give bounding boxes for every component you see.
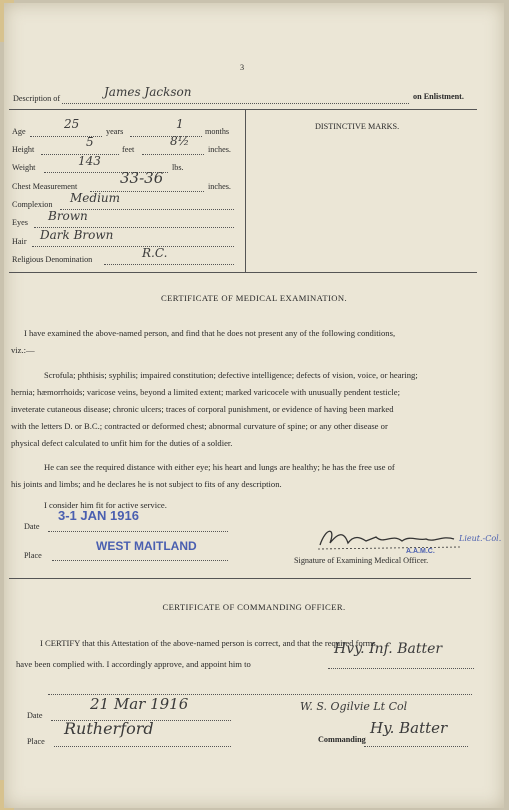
commanding-line-1: I CERTIFY that this Attestation of the above-named person is correct, and that the required forms	[40, 638, 376, 648]
commanding-unit: Hy. Batter	[370, 719, 448, 737]
chest-label: Chest Measurement	[12, 182, 78, 191]
hair-label: Hair	[12, 237, 27, 246]
distinctive-marks-label: DISTINCTIVE MARKS.	[315, 122, 400, 131]
medical-officer-signature	[314, 523, 464, 553]
chest-unit: inches.	[208, 182, 231, 191]
eyes-label: Eyes	[12, 218, 28, 227]
conditions-line-1: Scrofula; phthisis; syphilis; impaired constitution; defective intelligence; defects of vision, voice, or hearing;	[44, 370, 418, 380]
commanding-place-label: Place	[27, 737, 45, 746]
medical-heading: CERTIFICATE OF MEDICAL EXAMINATION.	[161, 293, 347, 303]
description-suffix: on Enlistment.	[413, 92, 464, 101]
religion-value: R.C.	[142, 246, 168, 260]
commanding-officer-signature: W. S. Ogilvie Lt Col	[300, 700, 408, 713]
age-label: Age	[12, 127, 26, 136]
height-inches: 8½	[170, 134, 190, 148]
conditions-line-4: with the letters D. or B.C.; contracted or deformed chest; abnormal curvature of spine; or any other disease or	[11, 421, 388, 431]
months-label: months	[205, 127, 230, 136]
age-years: 25	[64, 117, 80, 131]
medical-intro-line2: viz.:—	[11, 345, 35, 355]
description-label: Description of	[13, 94, 61, 103]
sight-line-2: his joints and limbs; and he declares he is not subject to fits of any description.	[11, 479, 282, 489]
chest-value: 33-36	[120, 169, 164, 187]
appointment-unit: Hvy. Inf. Batter	[334, 641, 443, 657]
column-divider	[245, 109, 246, 272]
medical-date-stamp: 3-1 JAN 1916	[58, 508, 139, 523]
commanding-unit-dots	[364, 737, 468, 747]
complexion-label: Complexion	[12, 200, 53, 209]
conditions-line-3: inveterate cutaneous disease; chronic ulcers; traces of corporal punishment, or evidence of having been marked	[11, 404, 394, 414]
commanding-place: Rutherford	[64, 719, 154, 738]
complexion-value: Medium	[70, 191, 121, 205]
commanding-heading: CERTIFICATE OF COMMANDING OFFICER.	[162, 602, 346, 612]
fit-line: I consider him fit for active service.	[44, 500, 167, 510]
medical-place-stamp: WEST MAITLAND	[96, 539, 197, 553]
feet-label: feet	[122, 145, 135, 154]
particulars-bottom-rule	[9, 272, 477, 273]
age-months-dots	[130, 127, 202, 137]
medical-date-dots	[48, 522, 228, 532]
years-label: years	[106, 127, 124, 136]
medical-bottom-rule	[9, 578, 471, 579]
commanding-label: Commanding	[318, 735, 366, 744]
hair-value: Dark Brown	[40, 228, 114, 242]
attestation-page	[4, 3, 504, 808]
religion-dots	[104, 255, 234, 265]
weight-label: Weight	[12, 163, 36, 172]
corps-annotation: A.A.M.C.	[406, 548, 435, 555]
conditions-line-2: hernia; hæmorrhoids; varicose veins, beyond a limited extent; marked varicocele with unusually pendent testicle;	[11, 387, 400, 397]
top-rule	[9, 109, 477, 110]
height-feet: 5	[86, 135, 94, 149]
commanding-line-2: have been complied with. I accordingly approve, and appoint him to	[16, 659, 251, 669]
lbs-label: lbs.	[172, 163, 184, 172]
rank-annotation: Lieut.-Col.	[459, 534, 502, 543]
religion-label: Religious Denomination	[12, 255, 93, 264]
appointment-dots	[328, 659, 474, 669]
height-label: Height	[12, 145, 35, 154]
sight-line-1: He can see the required distance with either eye; his heart and lungs are healthy; he has the free use of	[44, 462, 395, 472]
inches-label: inches.	[208, 145, 231, 154]
medical-place-label: Place	[24, 551, 42, 560]
commanding-date: 21 Mar 1916	[90, 695, 189, 713]
commanding-place-dots	[54, 737, 231, 747]
eyes-value: Brown	[48, 209, 88, 223]
medical-date-label: Date	[24, 522, 40, 531]
page-number: 3	[240, 63, 245, 72]
medical-intro-line1: I have examined the above-named person, and find that he does not present any of the following conditions,	[24, 328, 396, 338]
recruit-name: James Jackson	[104, 85, 192, 99]
weight-value: 143	[78, 154, 101, 168]
medical-signature-label: Signature of Examining Medical Officer.	[294, 556, 429, 565]
blank-dotted-line	[48, 685, 472, 695]
age-months: 1	[176, 117, 184, 131]
commanding-date-label: Date	[27, 711, 43, 720]
conditions-line-5: physical defect calculated to unfit him for the duties of a soldier.	[11, 438, 233, 448]
